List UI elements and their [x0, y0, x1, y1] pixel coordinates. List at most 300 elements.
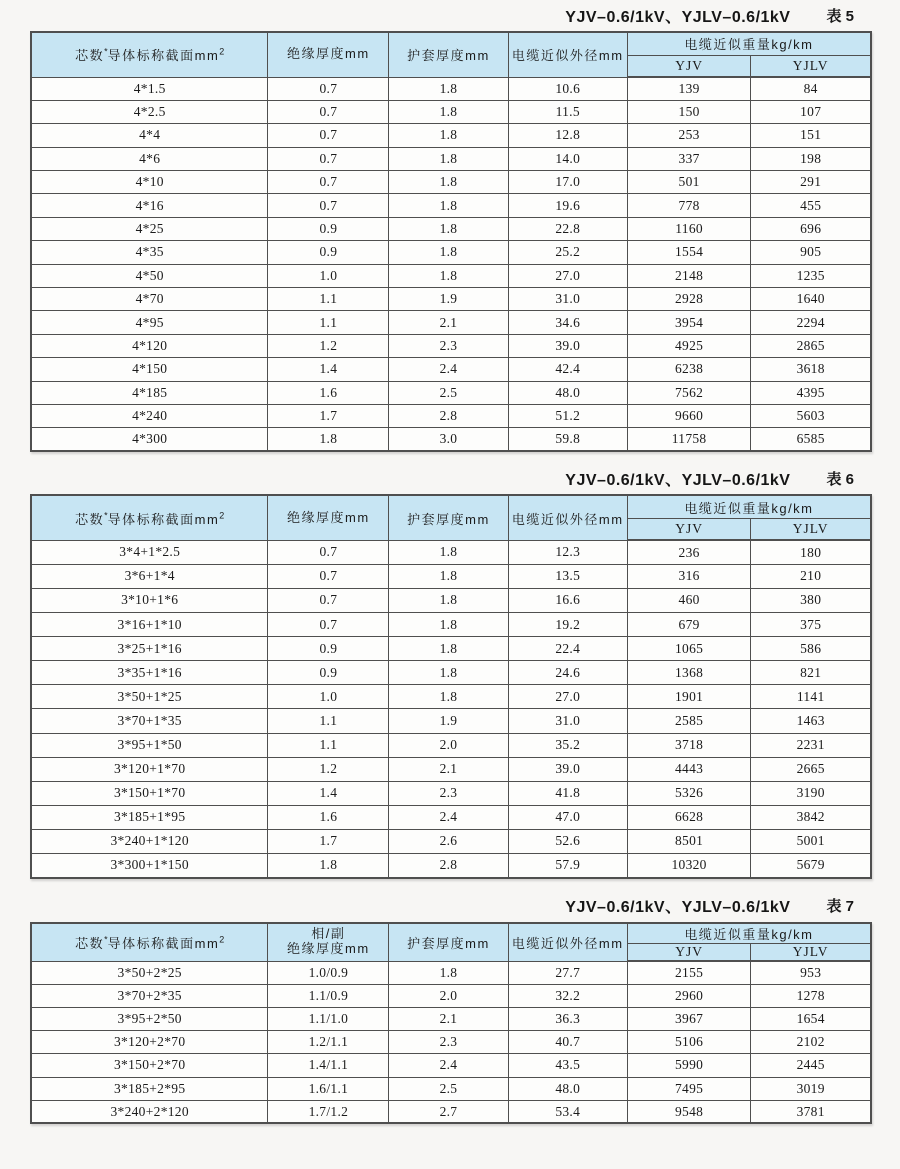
table-6-section	[0, 466, 900, 878]
table-cell: 1.6	[268, 805, 389, 829]
table-cell: 2102	[751, 1031, 871, 1054]
table-7-number: 表 7	[826, 898, 854, 916]
table-row	[31, 588, 871, 612]
table-cell: 3954	[627, 311, 750, 334]
table-5-section	[0, 3, 900, 452]
table-cell: 4*10	[31, 171, 268, 194]
table-row	[31, 637, 871, 661]
table-cell: 22.4	[508, 637, 627, 661]
table-cell: 1.8	[389, 217, 508, 240]
table-cell: 1065	[627, 637, 750, 661]
table-cell: 1.8	[389, 77, 508, 100]
table-row	[31, 311, 871, 334]
table-cell: 4*150	[31, 358, 268, 381]
table-cell: 0.7	[268, 613, 389, 637]
table-cell: 43.5	[508, 1054, 627, 1077]
table-cell: 460	[627, 588, 750, 612]
table-cell: 0.7	[268, 194, 389, 217]
table-cell: 0.7	[268, 171, 389, 194]
table-6-title: YJV–0.6/1kV、YJLV–0.6/1kV	[565, 471, 791, 489]
table-cell: 1.8	[389, 613, 508, 637]
table-cell: 3*150+1*70	[31, 781, 268, 805]
table-cell: 3*300+1*150	[31, 853, 268, 877]
table-cell: 3*95+1*50	[31, 733, 268, 757]
table-cell: 57.9	[508, 853, 627, 877]
table-cell: 5326	[627, 781, 750, 805]
table-cell: 0.9	[268, 217, 389, 240]
table-cell: 139	[627, 77, 750, 100]
table-row	[31, 241, 871, 264]
table-row	[31, 853, 871, 877]
table-cell: 1141	[751, 685, 871, 709]
table-cell: 2.6	[389, 829, 508, 853]
table-cell: 1463	[751, 709, 871, 733]
table-cell: 2.0	[389, 984, 508, 1007]
header-core-section-sup2: 2	[219, 934, 225, 945]
table-cell: 1.6	[268, 381, 389, 404]
table-cell: 27.0	[508, 264, 627, 287]
table-cell: 42.4	[508, 358, 627, 381]
header-yjlv: YJLV	[751, 55, 871, 77]
table-cell: 3*240+1*120	[31, 829, 268, 853]
table-cell: 3*70+1*35	[31, 709, 268, 733]
table-cell: 1.8	[389, 264, 508, 287]
header-insulation-thickness	[268, 495, 389, 540]
table-cell: 9548	[627, 1100, 750, 1123]
table-cell: 1901	[627, 685, 750, 709]
table-row	[31, 1054, 871, 1077]
header-core-section	[31, 923, 268, 962]
table-row	[31, 1007, 871, 1030]
header-yjv: YJV	[627, 943, 750, 961]
table-cell: 375	[751, 613, 871, 637]
table-cell: 1.8	[389, 637, 508, 661]
header-weight-group: 电缆近似重量kg/km	[627, 32, 871, 55]
table-cell: 7495	[627, 1077, 750, 1100]
table-row	[31, 264, 871, 287]
table-cell: 1.8	[268, 428, 389, 451]
table-cell: 696	[751, 217, 871, 240]
table-cell: 1.7	[268, 404, 389, 427]
table-cell: 1160	[627, 217, 750, 240]
table-cell: 150	[627, 100, 750, 123]
table-cell: 51.2	[508, 404, 627, 427]
table-cell: 14.0	[508, 147, 627, 170]
table-cell: 4*6	[31, 147, 268, 170]
table-6-title-row	[0, 466, 900, 490]
header-core-section-text: 芯数	[75, 511, 105, 527]
table-cell: 1.1	[268, 288, 389, 311]
table-cell: 2294	[751, 311, 871, 334]
table-cell: 3019	[751, 1077, 871, 1100]
table-cell: 12.3	[508, 540, 627, 564]
table-cell: 1.6/1.1	[268, 1077, 389, 1100]
header-yjv: YJV	[627, 55, 750, 77]
table-cell: 2.8	[389, 853, 508, 877]
table-cell: 1654	[751, 1007, 871, 1030]
table-cell: 1.8	[389, 194, 508, 217]
spec-table-7	[30, 922, 872, 1125]
table-cell: 3842	[751, 805, 871, 829]
table-cell: 4*16	[31, 194, 268, 217]
table-row	[31, 757, 871, 781]
table-cell: 4*185	[31, 381, 268, 404]
table-cell: 291	[751, 171, 871, 194]
table-cell: 3*240+2*120	[31, 1100, 268, 1123]
table-6-body	[31, 540, 871, 877]
table-cell: 1.8	[389, 961, 508, 984]
table-cell: 4*2.5	[31, 100, 268, 123]
table-cell: 4*300	[31, 428, 268, 451]
table-cell: 2.8	[389, 404, 508, 427]
header-outer-diameter: 电缆近似外径mm	[508, 923, 627, 962]
header-core-section-sup2: 2	[219, 510, 225, 521]
section-gap	[0, 452, 900, 466]
table-cell: 41.8	[508, 781, 627, 805]
table-row	[31, 961, 871, 984]
table-cell: 1.4	[268, 781, 389, 805]
table-cell: 2.0	[389, 733, 508, 757]
table-cell: 2.5	[389, 381, 508, 404]
header-yjlv: YJLV	[751, 518, 871, 540]
table-cell: 2865	[751, 334, 871, 357]
table-cell: 4*95	[31, 311, 268, 334]
header-core-section	[31, 32, 268, 77]
table-cell: 2.4	[389, 805, 508, 829]
table-cell: 2665	[751, 757, 871, 781]
table-cell: 3*120+2*70	[31, 1031, 268, 1054]
section-gap	[0, 879, 900, 894]
table-cell: 4*70	[31, 288, 268, 311]
table-cell: 1.8	[389, 171, 508, 194]
table-cell: 2.5	[389, 1077, 508, 1100]
table-cell: 48.0	[508, 1077, 627, 1100]
table-cell: 107	[751, 100, 871, 123]
table-5-body	[31, 77, 871, 451]
table-cell: 53.4	[508, 1100, 627, 1123]
table-cell: 210	[751, 564, 871, 588]
table-cell: 1.9	[389, 288, 508, 311]
table-cell: 380	[751, 588, 871, 612]
table-cell: 1.1/1.0	[268, 1007, 389, 1030]
table-cell: 3*185+2*95	[31, 1077, 268, 1100]
header-weight-group: 电缆近似重量kg/km	[627, 495, 871, 518]
table-cell: 1.9	[389, 709, 508, 733]
header-sheath-thickness: 护套厚度mm	[389, 32, 508, 77]
table-cell: 4*240	[31, 404, 268, 427]
header-outer-diameter: 电缆近似外径mm	[508, 32, 627, 77]
table-row	[31, 829, 871, 853]
table-cell: 19.2	[508, 613, 627, 637]
table-cell: 1.1	[268, 311, 389, 334]
table-cell: 1.1	[268, 733, 389, 757]
table-cell: 2.7	[389, 1100, 508, 1123]
table-cell: 11758	[627, 428, 750, 451]
table-cell: 9660	[627, 404, 750, 427]
table-cell: 586	[751, 637, 871, 661]
spec-table-5	[30, 31, 872, 452]
table-row	[31, 358, 871, 381]
table-cell: 6238	[627, 358, 750, 381]
table-cell: 1.0	[268, 685, 389, 709]
table-cell: 4*4	[31, 124, 268, 147]
table-cell: 4*1.5	[31, 77, 268, 100]
table-cell: 1.0/0.9	[268, 961, 389, 984]
table-cell: 1.2/1.1	[268, 1031, 389, 1054]
table-row	[31, 540, 871, 564]
header-insulation-line2: 绝缘厚度mm	[287, 941, 370, 957]
table-cell: 3781	[751, 1100, 871, 1123]
table-cell: 1.8	[389, 661, 508, 685]
table-cell: 12.8	[508, 124, 627, 147]
table-cell: 1640	[751, 288, 871, 311]
table-cell: 2148	[627, 264, 750, 287]
table-7-body	[31, 961, 871, 1123]
table-cell: 3*25+1*16	[31, 637, 268, 661]
table-cell: 32.2	[508, 984, 627, 1007]
table-cell: 27.7	[508, 961, 627, 984]
spec-table-6	[30, 494, 872, 878]
table-cell: 3618	[751, 358, 871, 381]
header-core-section-rest: 导体标称截面mm	[107, 511, 220, 527]
table-cell: 34.6	[508, 311, 627, 334]
header-core-section-sup: *	[104, 934, 108, 945]
table-cell: 2.1	[389, 757, 508, 781]
table-row	[31, 124, 871, 147]
table-cell: 3*70+2*35	[31, 984, 268, 1007]
table-cell: 1.0	[268, 264, 389, 287]
table-cell: 180	[751, 540, 871, 564]
table-cell: 2928	[627, 288, 750, 311]
table-cell: 48.0	[508, 381, 627, 404]
table-cell: 3*6+1*4	[31, 564, 268, 588]
table-cell: 6585	[751, 428, 871, 451]
table-cell: 84	[751, 77, 871, 100]
table-cell: 24.6	[508, 661, 627, 685]
table-cell: 1.8	[389, 124, 508, 147]
table-cell: 1.7/1.2	[268, 1100, 389, 1123]
table-cell: 2.3	[389, 1031, 508, 1054]
header-core-section-sup2: 2	[219, 46, 225, 57]
table-cell: 4*35	[31, 241, 268, 264]
header-core-section-rest: 导体标称截面mm	[107, 935, 220, 951]
table-row	[31, 381, 871, 404]
table-cell: 4*50	[31, 264, 268, 287]
table-cell: 501	[627, 171, 750, 194]
table-cell: 151	[751, 124, 871, 147]
table-cell: 25.2	[508, 241, 627, 264]
table-cell: 13.5	[508, 564, 627, 588]
table-cell: 0.9	[268, 241, 389, 264]
table-7-title-row	[0, 894, 900, 918]
table-cell: 3*150+2*70	[31, 1054, 268, 1077]
table-cell: 4395	[751, 381, 871, 404]
table-row	[31, 428, 871, 451]
table-row	[31, 805, 871, 829]
table-cell: 4925	[627, 334, 750, 357]
table-row	[31, 334, 871, 357]
table-cell: 31.0	[508, 288, 627, 311]
header-core-section-sup: *	[104, 510, 108, 521]
table-cell: 27.0	[508, 685, 627, 709]
table-cell: 679	[627, 613, 750, 637]
table-cell: 3.0	[389, 428, 508, 451]
table-cell: 2585	[627, 709, 750, 733]
table-cell: 778	[627, 194, 750, 217]
table-cell: 3*35+1*16	[31, 661, 268, 685]
table-cell: 1235	[751, 264, 871, 287]
table-row	[31, 100, 871, 123]
table-cell: 1368	[627, 661, 750, 685]
table-row	[31, 217, 871, 240]
table-row	[31, 147, 871, 170]
table-cell: 236	[627, 540, 750, 564]
table-row	[31, 733, 871, 757]
table-cell: 0.7	[268, 77, 389, 100]
table-row	[31, 288, 871, 311]
header-phase-neutral-insulation	[268, 923, 389, 962]
table-row	[31, 77, 871, 100]
table-cell: 905	[751, 241, 871, 264]
table-7-section	[0, 894, 900, 1125]
table-cell: 337	[627, 147, 750, 170]
table-cell: 1.8	[389, 685, 508, 709]
table-cell: 1278	[751, 984, 871, 1007]
table-cell: 5990	[627, 1054, 750, 1077]
table-cell: 3*50+2*25	[31, 961, 268, 984]
table-cell: 0.7	[268, 540, 389, 564]
table-cell: 59.8	[508, 428, 627, 451]
header-core-section-rest: 导体标称截面mm	[107, 48, 220, 64]
table-cell: 4*120	[31, 334, 268, 357]
table-cell: 3*120+1*70	[31, 757, 268, 781]
table-cell: 2445	[751, 1054, 871, 1077]
table-cell: 2.3	[389, 781, 508, 805]
header-core-section	[31, 495, 268, 540]
table-cell: 2.1	[389, 311, 508, 334]
header-core-section-text: 芯数	[75, 935, 105, 951]
table-cell: 1.8	[389, 241, 508, 264]
table-cell: 35.2	[508, 733, 627, 757]
table-cell: 316	[627, 564, 750, 588]
table-cell: 2960	[627, 984, 750, 1007]
table-cell: 5001	[751, 829, 871, 853]
table-cell: 253	[627, 124, 750, 147]
header-yjv: YJV	[627, 518, 750, 540]
header-insulation-line2: 绝缘厚度mm	[287, 509, 370, 525]
header-yjlv: YJLV	[751, 943, 871, 961]
table-cell: 6628	[627, 805, 750, 829]
table-cell: 1.2	[268, 757, 389, 781]
table-row	[31, 171, 871, 194]
table-cell: 4*25	[31, 217, 268, 240]
header-sheath-thickness: 护套厚度mm	[389, 923, 508, 962]
table-cell: 1.8	[389, 147, 508, 170]
table-cell: 0.7	[268, 564, 389, 588]
table-row	[31, 564, 871, 588]
table-cell: 1.4	[268, 358, 389, 381]
table-5-title-row	[0, 3, 900, 27]
table-cell: 47.0	[508, 805, 627, 829]
table-cell: 0.9	[268, 661, 389, 685]
table-cell: 3*95+2*50	[31, 1007, 268, 1030]
table-cell: 1554	[627, 241, 750, 264]
table-cell: 1.8	[389, 588, 508, 612]
table-row	[31, 1077, 871, 1100]
header-insulation-line2: 绝缘厚度mm	[287, 46, 370, 62]
table-cell: 3190	[751, 781, 871, 805]
table-row	[31, 613, 871, 637]
table-cell: 1.1	[268, 709, 389, 733]
table-row	[31, 1031, 871, 1054]
table-cell: 1.1/0.9	[268, 984, 389, 1007]
table-cell: 8501	[627, 829, 750, 853]
table-cell: 36.3	[508, 1007, 627, 1030]
header-outer-diameter: 电缆近似外径mm	[508, 495, 627, 540]
table-cell: 31.0	[508, 709, 627, 733]
table-cell: 2231	[751, 733, 871, 757]
table-cell: 39.0	[508, 757, 627, 781]
table-cell: 11.5	[508, 100, 627, 123]
header-weight-group: 电缆近似重量kg/km	[627, 923, 871, 944]
table-6-number: 表 6	[826, 470, 854, 488]
table-cell: 2155	[627, 961, 750, 984]
table-cell: 0.7	[268, 124, 389, 147]
table-row	[31, 194, 871, 217]
table-cell: 3*185+1*95	[31, 805, 268, 829]
table-cell: 3*4+1*2.5	[31, 540, 268, 564]
table-cell: 19.6	[508, 194, 627, 217]
header-insulation-thickness	[268, 32, 389, 77]
table-cell: 3*16+1*10	[31, 613, 268, 637]
header-sheath-thickness: 护套厚度mm	[389, 495, 508, 540]
table-row	[31, 404, 871, 427]
table-cell: 3718	[627, 733, 750, 757]
table-cell: 2.4	[389, 1054, 508, 1077]
table-cell: 1.8	[389, 540, 508, 564]
table-cell: 1.7	[268, 829, 389, 853]
table-cell: 39.0	[508, 334, 627, 357]
table-row	[31, 781, 871, 805]
table-cell: 5603	[751, 404, 871, 427]
table-cell: 1.8	[389, 564, 508, 588]
table-cell: 1.8	[389, 100, 508, 123]
table-row	[31, 709, 871, 733]
table-row	[31, 984, 871, 1007]
table-cell: 1.4/1.1	[268, 1054, 389, 1077]
table-cell: 2.4	[389, 358, 508, 381]
table-cell: 0.9	[268, 637, 389, 661]
table-5-title: YJV–0.6/1kV、YJLV–0.6/1kV	[565, 8, 791, 26]
table-row	[31, 661, 871, 685]
header-core-section-sup: *	[104, 46, 108, 57]
table-cell: 953	[751, 961, 871, 984]
table-cell: 0.7	[268, 147, 389, 170]
table-cell: 16.6	[508, 588, 627, 612]
table-cell: 10.6	[508, 77, 627, 100]
table-cell: 4443	[627, 757, 750, 781]
table-cell: 17.0	[508, 171, 627, 194]
header-core-section-text: 芯数	[75, 48, 105, 64]
table-5-number: 表 5	[826, 7, 854, 25]
table-cell: 3*10+1*6	[31, 588, 268, 612]
table-cell: 3*50+1*25	[31, 685, 268, 709]
table-cell: 22.8	[508, 217, 627, 240]
table-cell: 1.2	[268, 334, 389, 357]
header-insulation-line1: 相/副	[311, 926, 346, 942]
table-row	[31, 1100, 871, 1123]
table-cell: 10320	[627, 853, 750, 877]
